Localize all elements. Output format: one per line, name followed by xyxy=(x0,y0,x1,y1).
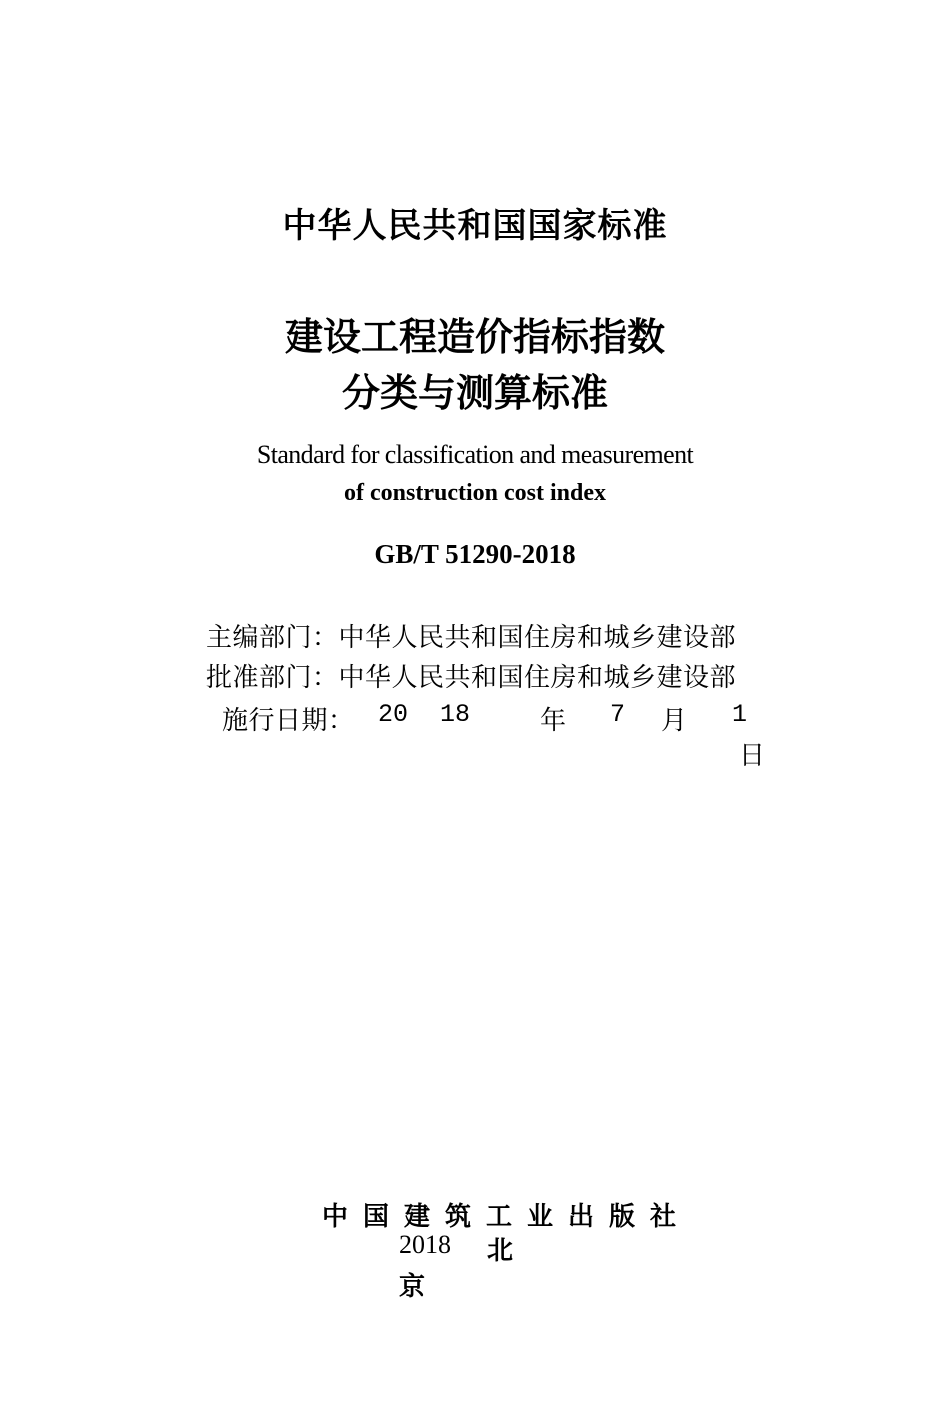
standard-code: GB/T 51290-2018 xyxy=(374,539,576,569)
effective-date-month-unit: 月 xyxy=(661,706,688,736)
effective-date-day: 1 xyxy=(732,700,748,729)
effective-date-day-unit: 日 xyxy=(739,741,766,771)
publisher-city-part-1: 北 xyxy=(487,1236,514,1266)
publisher-name: 中国建筑工业出版社 xyxy=(322,1202,692,1232)
title-line-2: 分类与测算标准 xyxy=(341,371,608,415)
title-line-1: 建设工程造价指标指数 xyxy=(284,315,665,359)
effective-date-year-a: 20 xyxy=(378,700,409,729)
publisher-city-part-2: 京 xyxy=(399,1272,426,1302)
chief-editor-department: 主编部门：中华人民共和国住房和城乡建设部 xyxy=(206,623,737,653)
effective-date-year-unit: 年 xyxy=(540,706,567,736)
english-title-line-1: Standard for classification and measurement xyxy=(256,440,694,469)
english-title-line-2: of construction cost index xyxy=(344,480,606,506)
approval-department: 批准部门：中华人民共和国住房和城乡建设部 xyxy=(206,663,737,693)
effective-date-month: 7 xyxy=(610,700,626,729)
publisher-year: 2018 xyxy=(399,1230,451,1259)
effective-date-year-b: 18 xyxy=(440,700,471,729)
national-standard-heading: 中华人民共和国国家标准 xyxy=(282,206,668,246)
effective-date-label: 施行日期： xyxy=(222,706,355,736)
